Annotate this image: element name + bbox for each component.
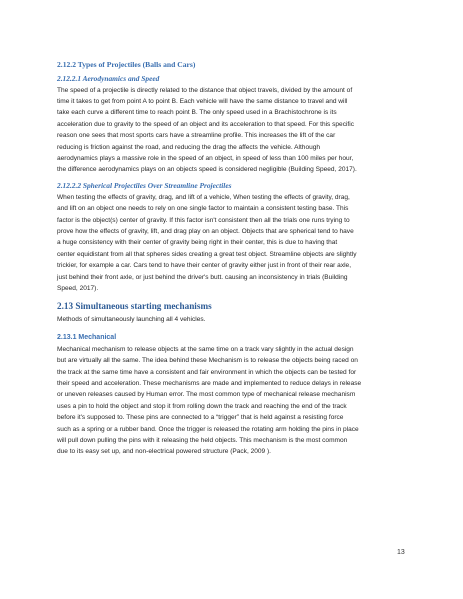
heading-2-13: 2.13 Simultaneous starting mechanisms xyxy=(57,301,212,312)
text-line: but are virtually all the same. The idea behind these Mechanism is to release the objects being raced on xyxy=(57,357,358,365)
page-content xyxy=(57,59,413,458)
text-line: the track at the same time have a consistent and fair environment in which the objects can be tested for xyxy=(57,368,357,376)
text-line: reducing is friction against the road, and reducing the drag the affects the vehicle. Although xyxy=(57,143,321,151)
page-number: 13 xyxy=(397,549,405,556)
text-line: Methods of simultaneously launching all 4 vehicles. xyxy=(57,316,206,324)
text-line: and lift on an object one needs to rely on one single factor to maintain a consistent testing base. This xyxy=(57,205,349,213)
text-line: The speed of a projectile is directly related to the distance that object travels, divided by the amount of xyxy=(57,86,353,94)
text-line: prove how the effects of gravity, lift, and drag play on an object. Objects that are spherical tend to have xyxy=(57,227,354,235)
text-line: acceleration due to gravity to the speed of an object and its acceleration to that speed. For this specific xyxy=(57,120,354,128)
heading-2-12-2: 2.12.2 Types of Projectiles (Balls and Cars) xyxy=(57,60,196,69)
text-line: such as a spring or a rubber band. Once the trigger is released the rotating arm holding the pins in place xyxy=(57,425,359,433)
text-line: center equidistant from all that spheres sides creating a great test object. Streamline objects are slightly xyxy=(57,250,357,258)
paragraph-spherical-projectiles xyxy=(57,192,413,295)
text-line: a huge consistency with their center of gravity being right in their center, this is due to having that xyxy=(57,239,338,247)
heading-2-13-1: 2.13.1 Mechanical xyxy=(57,333,117,341)
text-line: factor is the object(s) center of gravity. If this factor isn't consistent then all the trials one runs trying to xyxy=(57,216,350,224)
text-line: reason one sees that most sports cars have a streamline profile. This increases the lift of the car xyxy=(57,132,336,140)
text-line: aerodynamics plays a massive role in the speed of an object, in speed of less than 100 miles per hour, xyxy=(57,154,354,162)
text-line: take each curve a different time to reach point B. The only speed used in a Brachistochrone is its xyxy=(57,109,337,117)
text-line: uses a pin to hold the object and stop it from rolling down the track and reaching the end of the track xyxy=(57,402,347,410)
paragraph-aerodynamics xyxy=(57,85,413,176)
text-line: When testing the effects of gravity, drag, and lift of a vehicle, When testing the effects of gravity, drag, xyxy=(57,193,350,201)
text-line: their speed and acceleration. These mechanisms are made and implemented to reduce delays in release xyxy=(57,380,362,388)
text-line: will pull down pulling the pins with it releasing the held objects. This mechanism is the most common xyxy=(57,437,348,445)
paragraph-mechanical xyxy=(57,344,413,458)
paragraph-simultaneous-intro xyxy=(57,314,413,325)
text-line: or uneven releases caused by Human error. The most common type of mechanical release mechanism xyxy=(57,391,356,399)
text-line: the difference aerodynamics plays on an objects speed is considered negligible (Building Speed, 2017). xyxy=(57,166,357,174)
text-line: Speed, 2017). xyxy=(57,285,99,292)
text-line: trickier, for example a car. Cars tend to have their center of gravity either just in front of their rear axle, xyxy=(57,262,352,270)
text-line: due to its easy set up, and non-electrical powered structure (Pack, 2009 ). xyxy=(57,448,271,456)
text-line: just behind their front axle, or just behind the driver's butt. causing an inconsistency in trials (Building xyxy=(57,273,348,281)
heading-2-12-2-2: 2.12.2.2 Spherical Projectiles Over Streamline Projectiles xyxy=(57,180,232,190)
text-line: time it takes to get from point A to point B. Each vehicle will have the same distance to travel and will xyxy=(57,97,348,105)
heading-2-12-2-1: 2.12.2.1 Aerodynamics and Speed xyxy=(57,73,160,83)
text-line: before it's supposed to. These pins are connected to a “trigger” that is held against a resisting force xyxy=(57,414,344,422)
text-line: Mechanical mechanism to release objects at the same time on a track vary slightly in the actual design xyxy=(57,345,354,353)
